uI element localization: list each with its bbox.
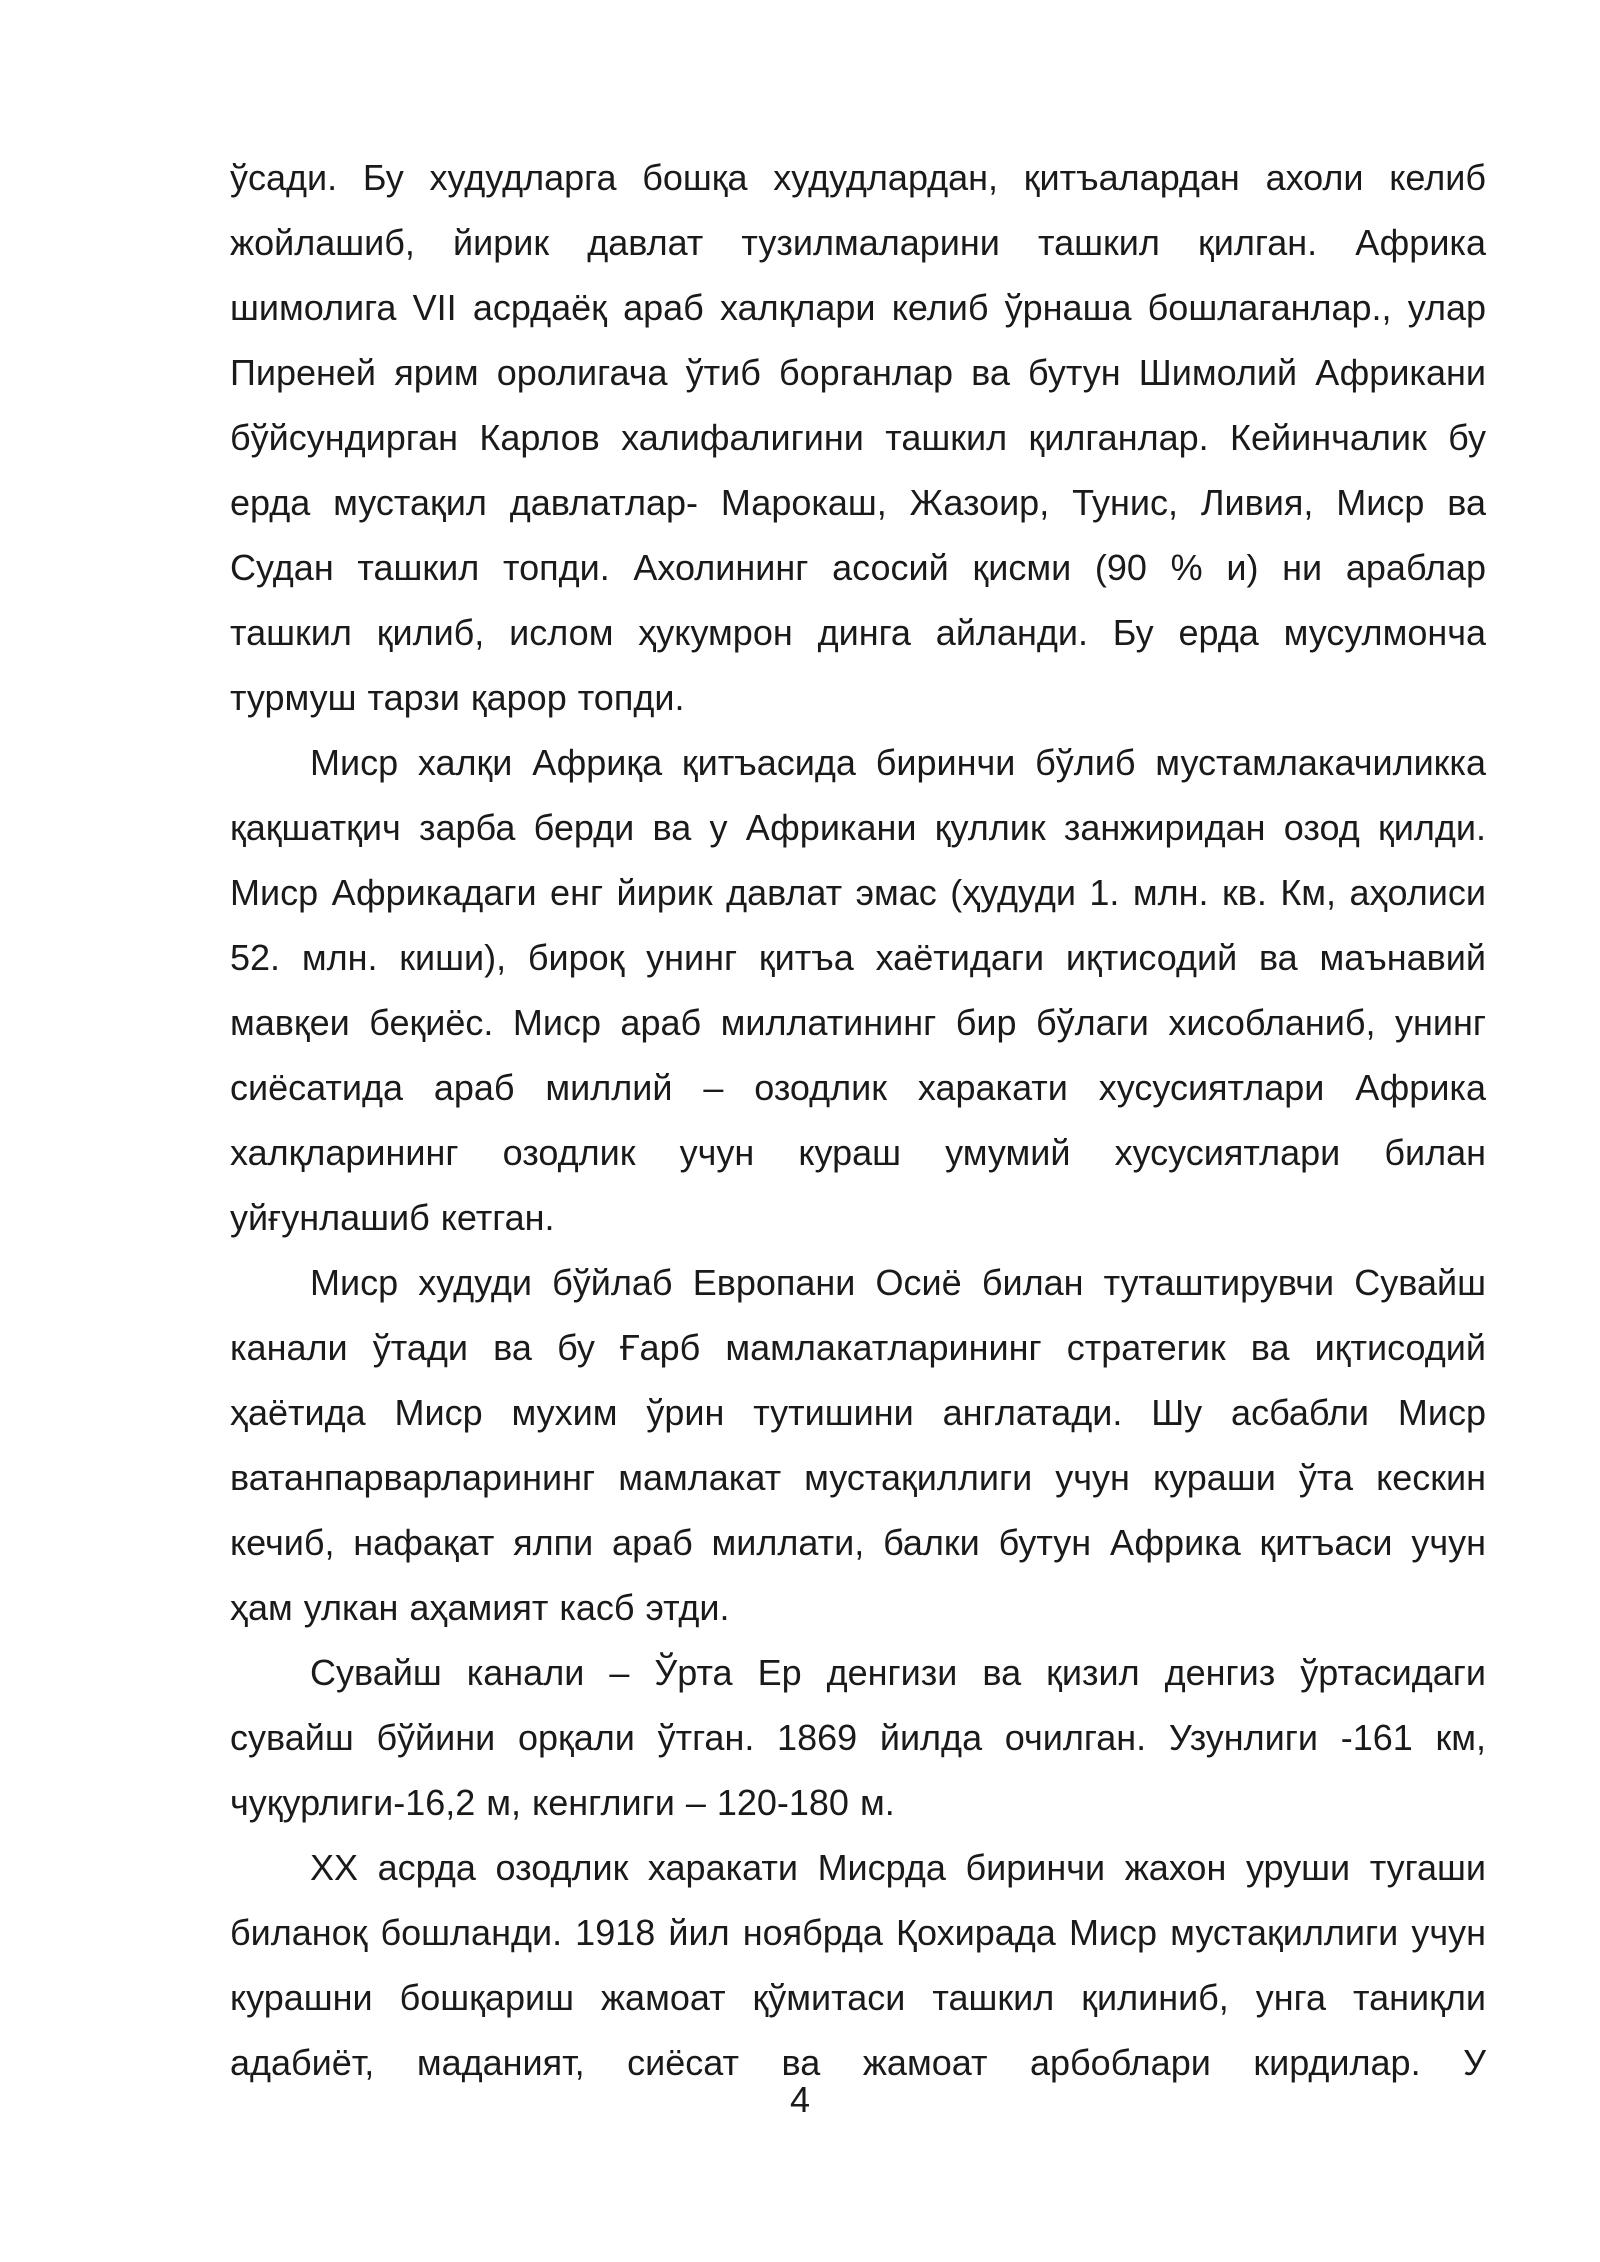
paragraph-5: XX асрда озодлик харакати Мисрда биринчи жахон уруши тугаши биланоқ бошланди. 1918 йил ноябрда Қохирада Миср мустақиллиги учун курашни бошқариш жамоат қўмитаси ташкил қилиниб, унга таниқли адабиёт, маданият, сиёсат ва жамоат арбоблари кирдилар. У xyxy=(230,1847,1486,2083)
paragraph-4: Сувайш канали – Ўрта Ер денгизи ва қизил денгиз ўртасидаги сувайш бўйини орқали ўтган. 1869 йилда очилган. Узунлиги -161 км, чуқурлиги-16,2 м, кенглиги – 120-180 м. xyxy=(230,1652,1486,1823)
page-number: 4 xyxy=(789,2079,811,2120)
paragraph-2: Миср халқи Африқа қитъасида биринчи бўлиб мустамлакачиликка қақшатқич зарба берди ва у Африкани қуллик занжиридан озод қилди. Миср Африкадаги енг йирик давлат эмас (ҳудуди 1. млн. кв. Км, аҳолиси 52. млн. киши), бироқ унинг қитъа хаётидаги иқтисодий ва маънавий мавқеи беқиёс. Миср араб миллатининг бир бўлаги хисобланиб, унинг сиёсатида араб миллий – озодлик харакати хусусиятлари Африка халқларининг озодлик учун кураш умумий хусусиятлари билан уйғунлашиб кетган. xyxy=(230,742,1486,1238)
document-body xyxy=(230,145,1486,2095)
paragraph-1: ўсади. Бу худудларга бошқа худудлардан, қитъалардан ахоли келиб жойлашиб, йирик давлат тузилмаларини ташкил қилган. Африка шимолига VII асрдаёқ араб халқлари келиб ўрнаша бошлаганлар., улар Пиреней ярим оролигача ўтиб борганлар ва бутун Шимолий Африкани бўйсундирган Карлов халифалигини ташкил қилганлар. Кейинчалик бу ерда мустақил давлатлар- Марокаш, Жазоир, Тунис, Ливия, Миср ва Судан ташкил топди. Ахолининг асосий қисми (90 % и) ни араблар ташкил қилиб, ислом ҳукумрон динга айланди. Бу ерда мусулмонча турмуш тарзи қарор топди. xyxy=(230,157,1486,718)
paragraph-3: Миср худуди бўйлаб Европани Осиё билан туташтирувчи Сувайш канали ўтади ва бу Ғарб мамлакатларининг стратегик ва иқтисодий ҳаётида Миср мухим ўрин тутишини англатади. Шу асбабли Миср ватанпарварларининг мамлакат мустақиллиги учун кураши ўта кескин кечиб, нафақат ялпи араб миллати, балки бутун Африка қитъаси учун ҳам улкан аҳамият касб этди. xyxy=(230,1262,1486,1628)
